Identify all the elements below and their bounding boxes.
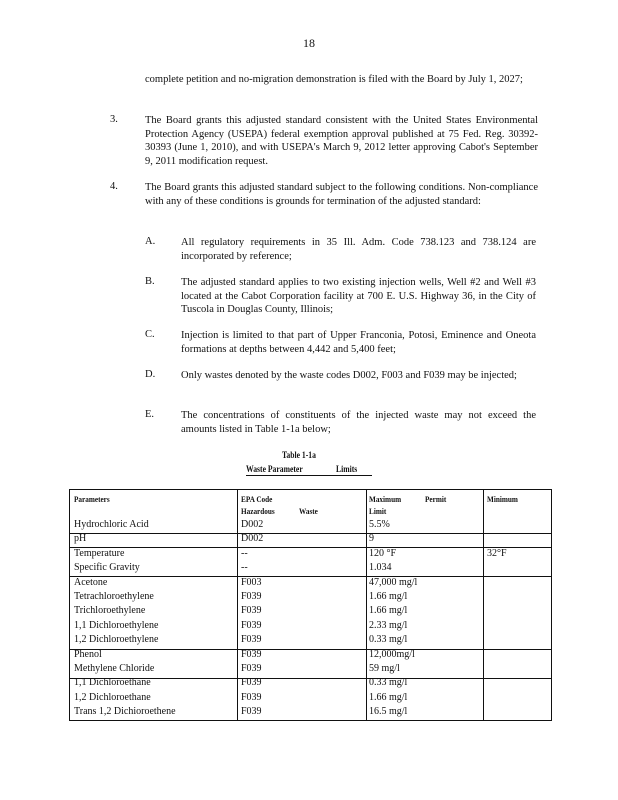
- code-cell: F039: [241, 605, 262, 617]
- param-cell: Hydrochloric Acid: [74, 519, 149, 530]
- min-cell: 32°F: [487, 547, 507, 559]
- max-cell: 59 mg/l: [369, 663, 400, 674]
- max-cell: 1.034: [369, 562, 392, 574]
- table-row-divider: [70, 547, 551, 548]
- max-cell: 47,000 mg/l: [369, 576, 418, 588]
- param-cell: Specific Gravity: [74, 562, 140, 574]
- max-cell: 1.66 mg/l: [369, 691, 408, 703]
- item-text: The Board grants this adjusted standard consistent with the United States Environmental Protection Agency (USEPA) federal exemption approval published at 75 Fed. Reg. 30392-30393 (June 1, 2010), and with USEPA's March 9, 2012 letter approving Cabot's September 9, 2011 modification request.: [145, 115, 538, 167]
- param-cell: pH: [74, 533, 87, 545]
- param-cell: 1,2 Dichloroethane: [74, 691, 151, 703]
- header-epa-code: EPA Code: [241, 494, 273, 504]
- max-cell: 0.33 mg/l: [369, 634, 408, 646]
- max-cell: 1.66 mg/l: [369, 605, 408, 617]
- item-number: 4.: [110, 181, 118, 192]
- param-cell: Phenol: [74, 648, 102, 660]
- table-row-divider: [70, 649, 551, 650]
- param-cell: Trans 1,2 Dichioroethene: [74, 706, 176, 718]
- continuation-text: complete petition and no-migration demonstration is filed with the Board by July 1, 2027;: [145, 74, 523, 85]
- code-cell: F039: [241, 691, 262, 703]
- param-cell: Acetone: [74, 576, 108, 588]
- header-limit: Limit: [369, 506, 387, 516]
- param-cell: 1,1 Dichloroethylene: [74, 619, 159, 631]
- table-caption-underline: [246, 475, 372, 476]
- param-cell: 1,2 Dichloroethylene: [74, 634, 159, 646]
- code-cell: F039: [241, 648, 262, 660]
- max-cell: 2.33 mg/l: [369, 619, 408, 631]
- max-cell: 9: [369, 533, 374, 545]
- condition-text: Injection is limited to that part of Upper Franconia, Potosi, Eminence and Oneota formations at depths between 4,442 and 5,400 feet;: [181, 330, 536, 355]
- condition-letter: E.: [145, 409, 155, 420]
- waste-limits-table: [69, 489, 552, 721]
- condition-letter: A.: [145, 236, 156, 247]
- max-cell: 16.5 mg/l: [369, 706, 408, 718]
- param-cell: Methylene Chloride: [74, 663, 155, 674]
- table-title: Table 1-1a: [282, 450, 316, 460]
- item-text: The Board grants this adjusted standard subject to the following conditions. Non-compliance with any of these conditions is grounds for termination of the adjusted standard:: [145, 182, 538, 207]
- table-caption-parameter: Waste Parameter: [246, 464, 303, 474]
- table-col-divider: [237, 490, 238, 720]
- code-cell: F039: [241, 677, 262, 689]
- param-cell: 1,1 Dichloroethane: [74, 677, 151, 689]
- code-cell: F039: [241, 663, 262, 674]
- max-cell: 1.66 mg/l: [369, 591, 408, 602]
- item-number: 3.: [110, 114, 118, 125]
- header-waste: Waste: [299, 506, 318, 516]
- max-cell: 12,000mg/l: [369, 648, 415, 660]
- table-caption-limits: Limits: [336, 464, 358, 474]
- code-cell: D002: [241, 519, 264, 530]
- code-cell: --: [241, 562, 248, 574]
- condition-text: The concentrations of constituents of the injected waste may not exceed the amounts listed in Table 1-1a below;: [181, 410, 536, 435]
- condition-text: Only wastes denoted by the waste codes D002, F003 and F039 may be injected;: [181, 370, 517, 381]
- code-cell: D002: [241, 533, 264, 545]
- page-number: 18: [303, 36, 315, 50]
- max-cell: 120 °F: [369, 547, 397, 559]
- condition-letter: C.: [145, 329, 155, 340]
- max-cell: 0.33 mg/l: [369, 677, 408, 689]
- condition-letter: D.: [145, 369, 156, 380]
- condition-letter: B.: [145, 276, 155, 287]
- header-hazardous: Hazardous: [241, 506, 275, 516]
- table-col-divider: [483, 490, 484, 720]
- code-cell: F039: [241, 619, 262, 631]
- param-cell: Tetrachloroethylene: [74, 591, 154, 602]
- param-cell: Temperature: [74, 547, 125, 559]
- header-permit: Permit: [425, 494, 447, 504]
- header-parameters: Parameters: [74, 494, 110, 504]
- code-cell: F039: [241, 634, 262, 646]
- table-row-divider: [70, 576, 551, 577]
- header-maximum: Maximum: [369, 494, 402, 504]
- condition-text: The adjusted standard applies to two existing injection wells, Well #2 and Well #3 located at the Cabot Corporation facility at 700 E. U.S. Highway 36, in the City of Tuscola in Douglas County, Illinois;: [181, 277, 536, 315]
- condition-text: All regulatory requirements in 35 Ill. Adm. Code 738.123 and 738.124 are incorporated by reference;: [181, 237, 536, 262]
- table-row-divider: [70, 533, 551, 534]
- table-col-divider: [366, 490, 367, 720]
- param-cell: Trichloroethylene: [74, 605, 146, 617]
- max-cell: 5.5%: [369, 519, 390, 530]
- header-minimum: Minimum: [487, 494, 518, 504]
- code-cell: --: [241, 547, 248, 559]
- code-cell: F039: [241, 591, 262, 602]
- code-cell: F003: [241, 576, 262, 588]
- code-cell: F039: [241, 706, 262, 718]
